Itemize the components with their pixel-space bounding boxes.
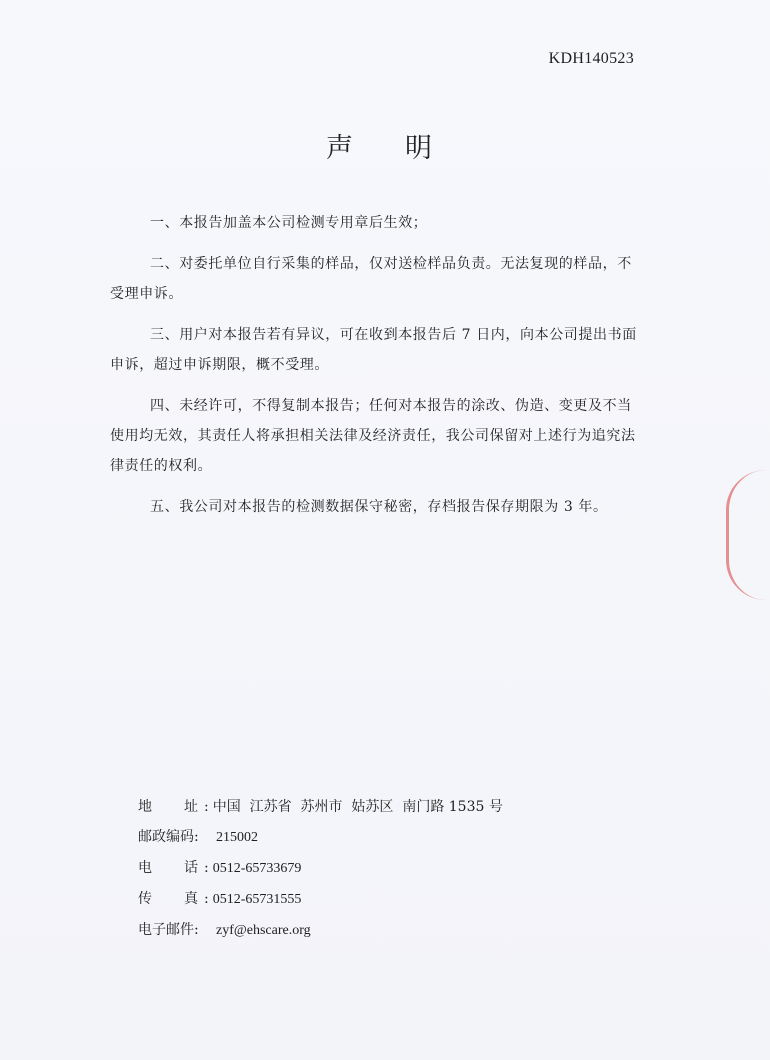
phone-row: 电 话 : 0512-65733679 xyxy=(138,853,503,884)
fax-value: 0512-65731555 xyxy=(212,892,302,907)
fax-row: 传 真 : 0512-65731555 xyxy=(138,884,503,915)
clause-3: 三、用户对本报告若有异议，可在收到本报告后 7 日内，向本公司提出书面申诉，超过申诉期限，概不受理。 xyxy=(110,327,637,373)
contact-block xyxy=(138,792,503,946)
postcode-value: 215002 xyxy=(216,830,258,845)
clause-5: 五、我公司对本报告的检测数据保守秘密，存档报告保存期限为 3 年。 xyxy=(150,499,608,515)
fax-label: 传 真 xyxy=(138,891,198,907)
clause-4: 四、未经许可，不得复制本报告；任何对本报告的涂改、伪造、变更及不当使用均无效，其责任人将承担相关法律及经济责任，我公司保留对上述行为追究法律责任的权利。 xyxy=(110,398,636,474)
document-id: KDH140523 xyxy=(548,50,634,67)
clause-list xyxy=(110,208,640,533)
phone-label: 电 话 xyxy=(138,860,198,876)
postcode-row xyxy=(138,822,503,853)
clause-2: 二、对委托单位自行采集的样品，仅对送检样品负责。无法复现的样品，不受理申诉。 xyxy=(110,256,632,302)
red-stamp-edge xyxy=(726,470,770,600)
email-label: 电子邮件: xyxy=(138,922,199,938)
postcode-label: 邮政编码: xyxy=(138,829,199,845)
address-value: 中国 江苏省 苏州市 姑苏区 南门路 1535 号 xyxy=(212,799,503,815)
email-row xyxy=(138,915,503,946)
email-value: zyf@ehscare.org xyxy=(216,923,311,938)
address-row: 地 址 : 中国 江苏省 苏州市 姑苏区 南门路 1535 号 xyxy=(138,792,503,822)
page-title: 声明 xyxy=(326,133,484,164)
phone-value: 0512-65733679 xyxy=(212,861,302,876)
address-label: 地 址 xyxy=(138,799,198,815)
clause-1: 一、本报告加盖本公司检测专用章后生效； xyxy=(150,215,428,231)
